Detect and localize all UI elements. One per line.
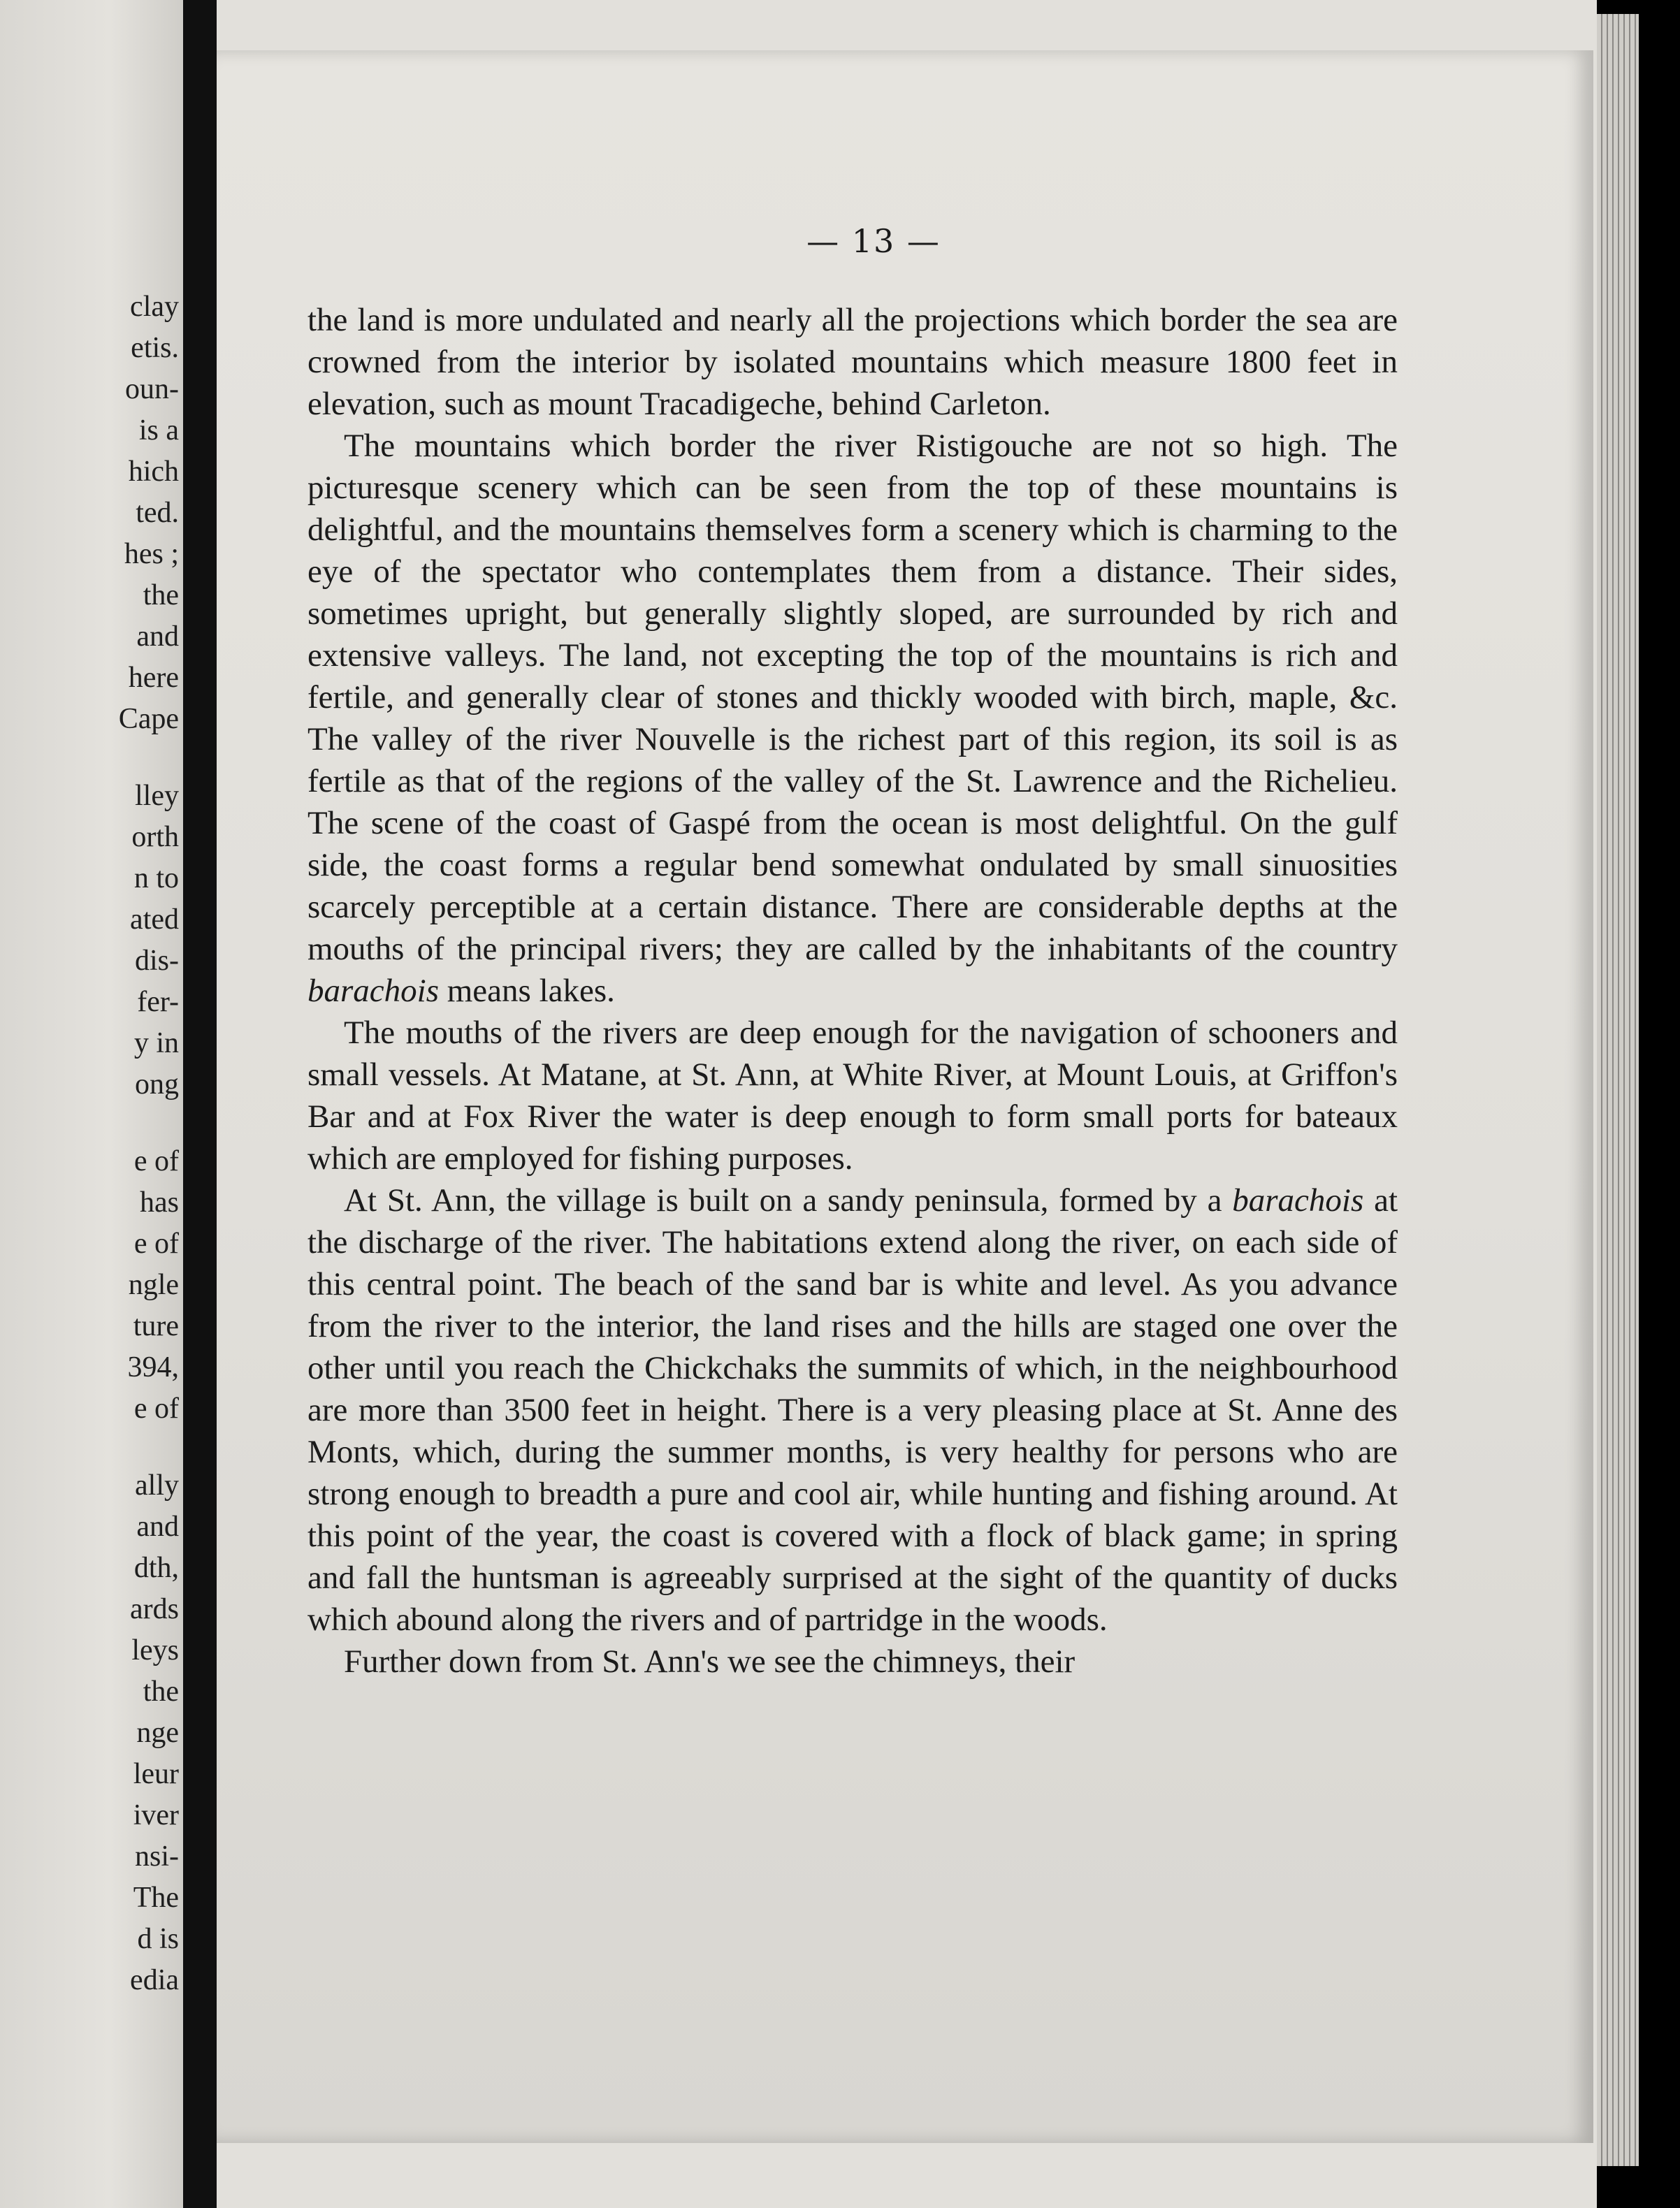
- left-page-fragment: leys: [131, 1634, 179, 1666]
- paragraph-3: [307, 1012, 1398, 1179]
- left-page-fragment: hes ;: [124, 538, 179, 570]
- left-page-fragment: has: [140, 1186, 179, 1219]
- left-page-fragment: here: [128, 662, 179, 694]
- paragraph-4-before: At St. Ann, the village is built on a sandy peninsula, formed by a: [344, 1182, 1233, 1219]
- left-page-fragment: ated: [130, 903, 179, 936]
- paragraph-5-text: Further down from St. Ann's we see the chimneys, their: [344, 1643, 1076, 1680]
- left-page-fragment: fer-: [137, 986, 179, 1018]
- left-page-fragment: y in: [133, 1027, 179, 1059]
- left-page-fragment: orth: [131, 821, 179, 853]
- left-page-fragment: oun-: [125, 373, 179, 405]
- left-page-fragment: nge: [136, 1717, 179, 1749]
- left-page-fragment: dth,: [133, 1552, 179, 1584]
- left-page-fragment: clay: [130, 291, 179, 323]
- left-page-fragment: e of: [133, 1145, 179, 1177]
- paragraph-4: [307, 1179, 1398, 1641]
- left-page-fragment: lley: [135, 780, 179, 812]
- fragment-gap: [0, 1430, 179, 1465]
- fragment-gap: [0, 740, 179, 776]
- left-page-fragment: edia: [130, 1964, 179, 1996]
- left-page-fragment: e of: [133, 1393, 179, 1425]
- paragraph-2-after: means lakes.: [439, 973, 615, 1009]
- left-page-fragment: n to: [133, 862, 179, 894]
- left-page-fragment: etis.: [131, 332, 179, 364]
- left-facing-page: [0, 0, 183, 2208]
- left-page-fragment: ngle: [128, 1269, 179, 1301]
- left-page-fragment: iver: [133, 1799, 179, 1831]
- fragment-gap: [0, 1105, 179, 1141]
- paragraph-4-italic-term: barachois: [1232, 1182, 1364, 1219]
- left-page-fragment: the: [143, 1676, 179, 1708]
- paragraph-2: [307, 425, 1398, 1012]
- left-page-fragment: ards: [130, 1593, 179, 1625]
- left-page-fragment: hich: [128, 456, 179, 488]
- left-page-fragment: 394,: [127, 1351, 179, 1383]
- left-page-fragment: The: [133, 1882, 179, 1914]
- left-page-fragment: is a: [138, 414, 179, 446]
- left-page-fragment: ally: [135, 1469, 179, 1502]
- left-page-text-fragments: [0, 286, 179, 2001]
- left-page-fragment: Cape: [118, 703, 179, 735]
- page-edge-stack: [1597, 14, 1639, 2166]
- paragraph-1-text: the land is more undulated and nearly all the projections which border the sea are crowned from the interior by isolated mountains which measure 1800 feet in elevation, such as mount Tracadigeche, behind Carleton.: [307, 302, 1398, 422]
- paragraph-3-text: The mouths of the rivers are deep enough for the navigation of schooners and small vessels. At Matane, at St. Ann, at White River, at Mount Louis, at Griffon's Bar and at Fox River the water is deep enough to form small ports for bateaux which are employed for fishing purposes.: [307, 1015, 1398, 1177]
- paragraph-2-text: The mountains which border the river Ristigouche are not so high. The picturesque scenery which can be seen from the top of these mountains is delightful, and the mountains themselves form a scenery which is charming to the eye of the spectator who contemplates them from a distance. Their sides, sometimes upright, but generally slightly sloped, are surrounded by rich and extensive valleys. The land, not excepting the top of the mountains is rich and fertile, and generally clear of stones and thickly wooded with birch, maple, &c. The valley of the river Nouvelle is the richest part of this region, its soil is as fertile as that of the regions of the valley of the St. Lawrence and the Richelieu. The scene of the coast of Gaspé from the ocean is most delightful. On the gulf side, the coast forms a regular bend somewhat ondulated by small sinuosities scarcely perceptible at a certain distance. There are considerable depths at the mouths of the principal rivers; they are called by the inhabitants of the country: [307, 428, 1398, 967]
- paragraph-4-text: at the discharge of the river. The habitations extend along the river, on each side of this central point. The beach of the sand bar is white and level. As you advance from the river to the interior, the land rises and the hills are staged one over the other until you reach the Chickchaks the summits of which, in the neighbourhood are more than 3500 feet in height. There is a very pleasing place at St. Anne des Monts, which, during the summer months, is very healthy for persons who are strong enough to breadth a pure and cool air, while hunting and fishing around. At this point of the year, the coast is covered with a flock of black game; in spring and fall the huntsman is agreeably surprised at the sight of the quantity of ducks which abound along the rivers and of partridge in the woods.: [307, 1182, 1398, 1638]
- left-page-fragment: and: [136, 620, 179, 653]
- paragraph-1: [307, 299, 1398, 425]
- left-page-fragment: e of: [133, 1228, 179, 1260]
- left-page-fragment: dis-: [135, 945, 179, 977]
- page-number: — 13 —: [806, 222, 941, 260]
- left-page-fragment: ong: [135, 1068, 179, 1101]
- paragraph-5: [307, 1641, 1398, 1683]
- book-gutter: [183, 0, 217, 2208]
- left-page-fragment: d is: [137, 1923, 179, 1955]
- paragraph-2-italic-term: barachois: [307, 973, 439, 1009]
- left-page-fragment: ture: [133, 1310, 179, 1342]
- body-text: [307, 299, 1398, 1683]
- left-page-fragment: leur: [133, 1758, 179, 1790]
- left-page-fragment: ted.: [136, 497, 179, 529]
- left-page-fragment: the: [143, 579, 179, 611]
- left-page-fragment: nsi-: [135, 1840, 179, 1873]
- left-page-fragment: and: [136, 1511, 179, 1543]
